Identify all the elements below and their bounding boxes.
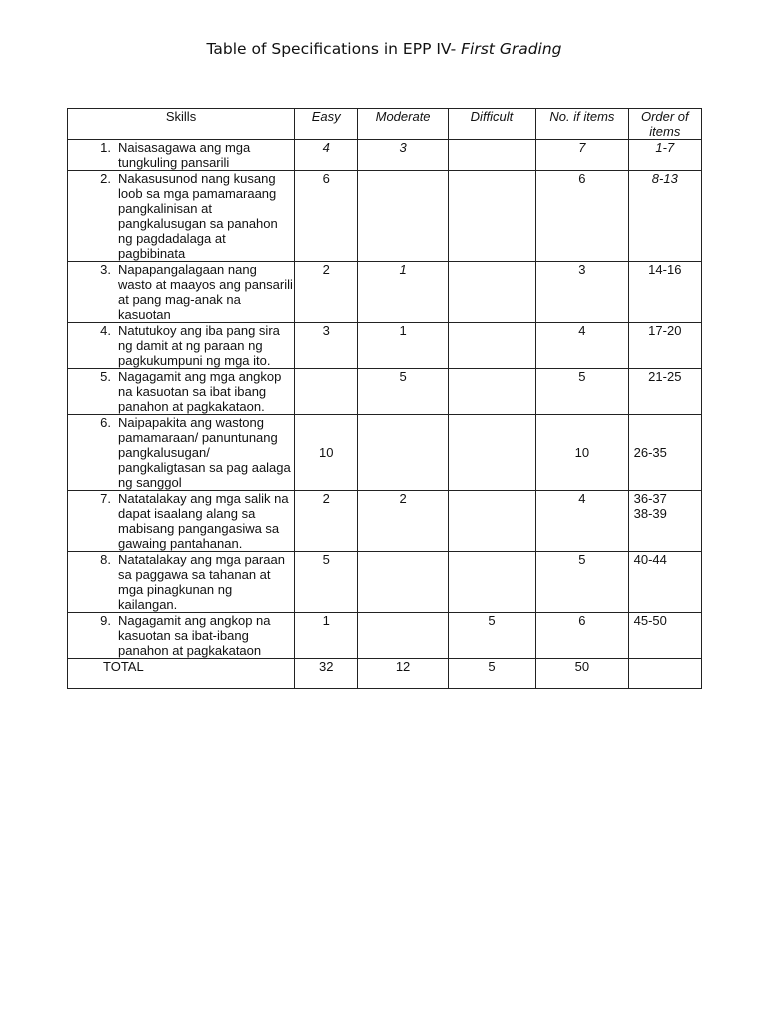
- moderate-cell: [358, 613, 448, 659]
- order-cell: 45-50: [628, 613, 701, 659]
- table-row: [68, 323, 702, 369]
- skill-cell: [68, 171, 295, 262]
- header-skills: Skills: [68, 109, 295, 140]
- skill-cell: [68, 369, 295, 415]
- moderate-cell: 1: [358, 262, 448, 323]
- easy-cell: 1: [295, 613, 358, 659]
- no-items-cell: 5: [536, 369, 628, 415]
- easy-cell: 4: [295, 140, 358, 171]
- skill-number: 7.: [100, 491, 111, 506]
- table-row: [68, 415, 702, 491]
- total-label: TOTAL: [68, 659, 295, 689]
- order-cell: 17-20: [628, 323, 701, 369]
- moderate-cell: [358, 415, 448, 491]
- table-row: [68, 613, 702, 659]
- total-no-items: 50: [536, 659, 628, 689]
- difficult-cell: [448, 491, 535, 552]
- no-items-cell: 3: [536, 262, 628, 323]
- moderate-cell: 2: [358, 491, 448, 552]
- skill-number: 8.: [100, 552, 111, 567]
- difficult-cell: [448, 171, 535, 262]
- skill-text: Natatalakay ang mga paraan sa paggawa sa tahanan at mga pinagkunan ng kailangan.: [118, 552, 285, 612]
- title-italic: First Grading: [461, 40, 562, 58]
- order-range: 36-37: [633, 491, 667, 506]
- difficult-cell: [448, 262, 535, 323]
- skill-text: Nagagamit ang angkop na kasuotan sa ibat-ibang panahon at pagkakataon: [118, 613, 271, 658]
- no-items-cell: 10: [536, 415, 628, 491]
- header-easy: Easy: [295, 109, 358, 140]
- skill-text: Natatalakay ang mga salik na dapat isaalang alang sa mabisang pangangasiwa sa gawaing pantahanan.: [118, 491, 289, 551]
- difficult-cell: [448, 552, 535, 613]
- moderate-cell: [358, 171, 448, 262]
- no-items-cell: 4: [536, 323, 628, 369]
- skill-number: 4.: [100, 323, 111, 338]
- header-difficult: Difficult: [448, 109, 535, 140]
- skill-cell: [68, 491, 295, 552]
- no-items-cell: 5: [536, 552, 628, 613]
- total-difficult: 5: [448, 659, 535, 689]
- skill-cell: [68, 552, 295, 613]
- order-cell: [628, 491, 701, 552]
- no-items-cell: 6: [536, 613, 628, 659]
- header-moderate: Moderate: [358, 109, 448, 140]
- skill-number: 9.: [100, 613, 111, 628]
- order-cell: 26-35: [628, 415, 701, 491]
- easy-cell: 6: [295, 171, 358, 262]
- skill-cell: [68, 613, 295, 659]
- order-cell: 14-16: [628, 262, 701, 323]
- skill-text: Natutukoy ang iba pang sira ng damit at ng paraan ng pagkukumpuni ng mga ito.: [118, 323, 280, 368]
- difficult-cell: [448, 415, 535, 491]
- skill-cell: [68, 323, 295, 369]
- no-items-cell: 6: [536, 171, 628, 262]
- skill-number: 2.: [100, 171, 111, 186]
- moderate-cell: [358, 552, 448, 613]
- table-row: [68, 262, 702, 323]
- total-row: [68, 659, 702, 689]
- difficult-cell: [448, 140, 535, 171]
- skill-cell: [68, 262, 295, 323]
- table-row: [68, 552, 702, 613]
- table-row: [68, 140, 702, 171]
- skill-text: Nakasusunod nang kusang loob sa mga pamamaraang pangkalinisan at pangkalusugan sa panahon ng pagdadalaga at pagbibinata: [118, 171, 278, 261]
- skill-number: 5.: [100, 369, 111, 384]
- total-moderate: 12: [358, 659, 448, 689]
- order-cell: 1-7: [628, 140, 701, 171]
- no-items-cell: 7: [536, 140, 628, 171]
- skill-number: 1.: [100, 140, 111, 155]
- easy-cell: 10: [295, 415, 358, 491]
- skill-text: Napapangalagaan nang wasto at maayos ang pansarili at pang mag-anak na kasuotan: [118, 262, 293, 322]
- skill-cell: [68, 415, 295, 491]
- easy-cell: 5: [295, 552, 358, 613]
- easy-cell: 2: [295, 262, 358, 323]
- skill-text: Nagagamit ang mga angkop na kasuotan sa ibat ibang panahon at pagkakataon.: [118, 369, 282, 414]
- order-cell: 40-44: [628, 552, 701, 613]
- total-easy: 32: [295, 659, 358, 689]
- document-title: [0, 40, 768, 58]
- order-range-second: 38-39: [633, 506, 667, 521]
- difficult-cell: 5: [448, 613, 535, 659]
- table-row: [68, 171, 702, 262]
- total-order: [628, 659, 701, 689]
- easy-cell: 2: [295, 491, 358, 552]
- skill-number: 6.: [100, 415, 111, 430]
- header-no-items: No. if items: [536, 109, 628, 140]
- easy-cell: [295, 369, 358, 415]
- order-cell: 21-25: [628, 369, 701, 415]
- skill-cell: [68, 140, 295, 171]
- specifications-table: [67, 108, 702, 689]
- moderate-cell: 5: [358, 369, 448, 415]
- skill-text: Naisasagawa ang mga tungkuling pansarili: [118, 140, 251, 170]
- header-order: Order of items: [628, 109, 701, 140]
- order-cell: 8-13: [628, 171, 701, 262]
- no-items-cell: 4: [536, 491, 628, 552]
- header-row: [68, 109, 702, 140]
- skill-text: Naipapakita ang wastong pamamaraan/ panuntunang pangkalusugan/ pangkaligtasan sa pag aalaga ng sanggol: [118, 415, 291, 490]
- skill-number: 3.: [100, 262, 111, 277]
- moderate-cell: 1: [358, 323, 448, 369]
- difficult-cell: [448, 369, 535, 415]
- table-row: [68, 491, 702, 552]
- difficult-cell: [448, 323, 535, 369]
- easy-cell: 3: [295, 323, 358, 369]
- title-main: Table of Specifications in EPP IV-: [206, 40, 462, 58]
- table-row: [68, 369, 702, 415]
- moderate-cell: 3: [358, 140, 448, 171]
